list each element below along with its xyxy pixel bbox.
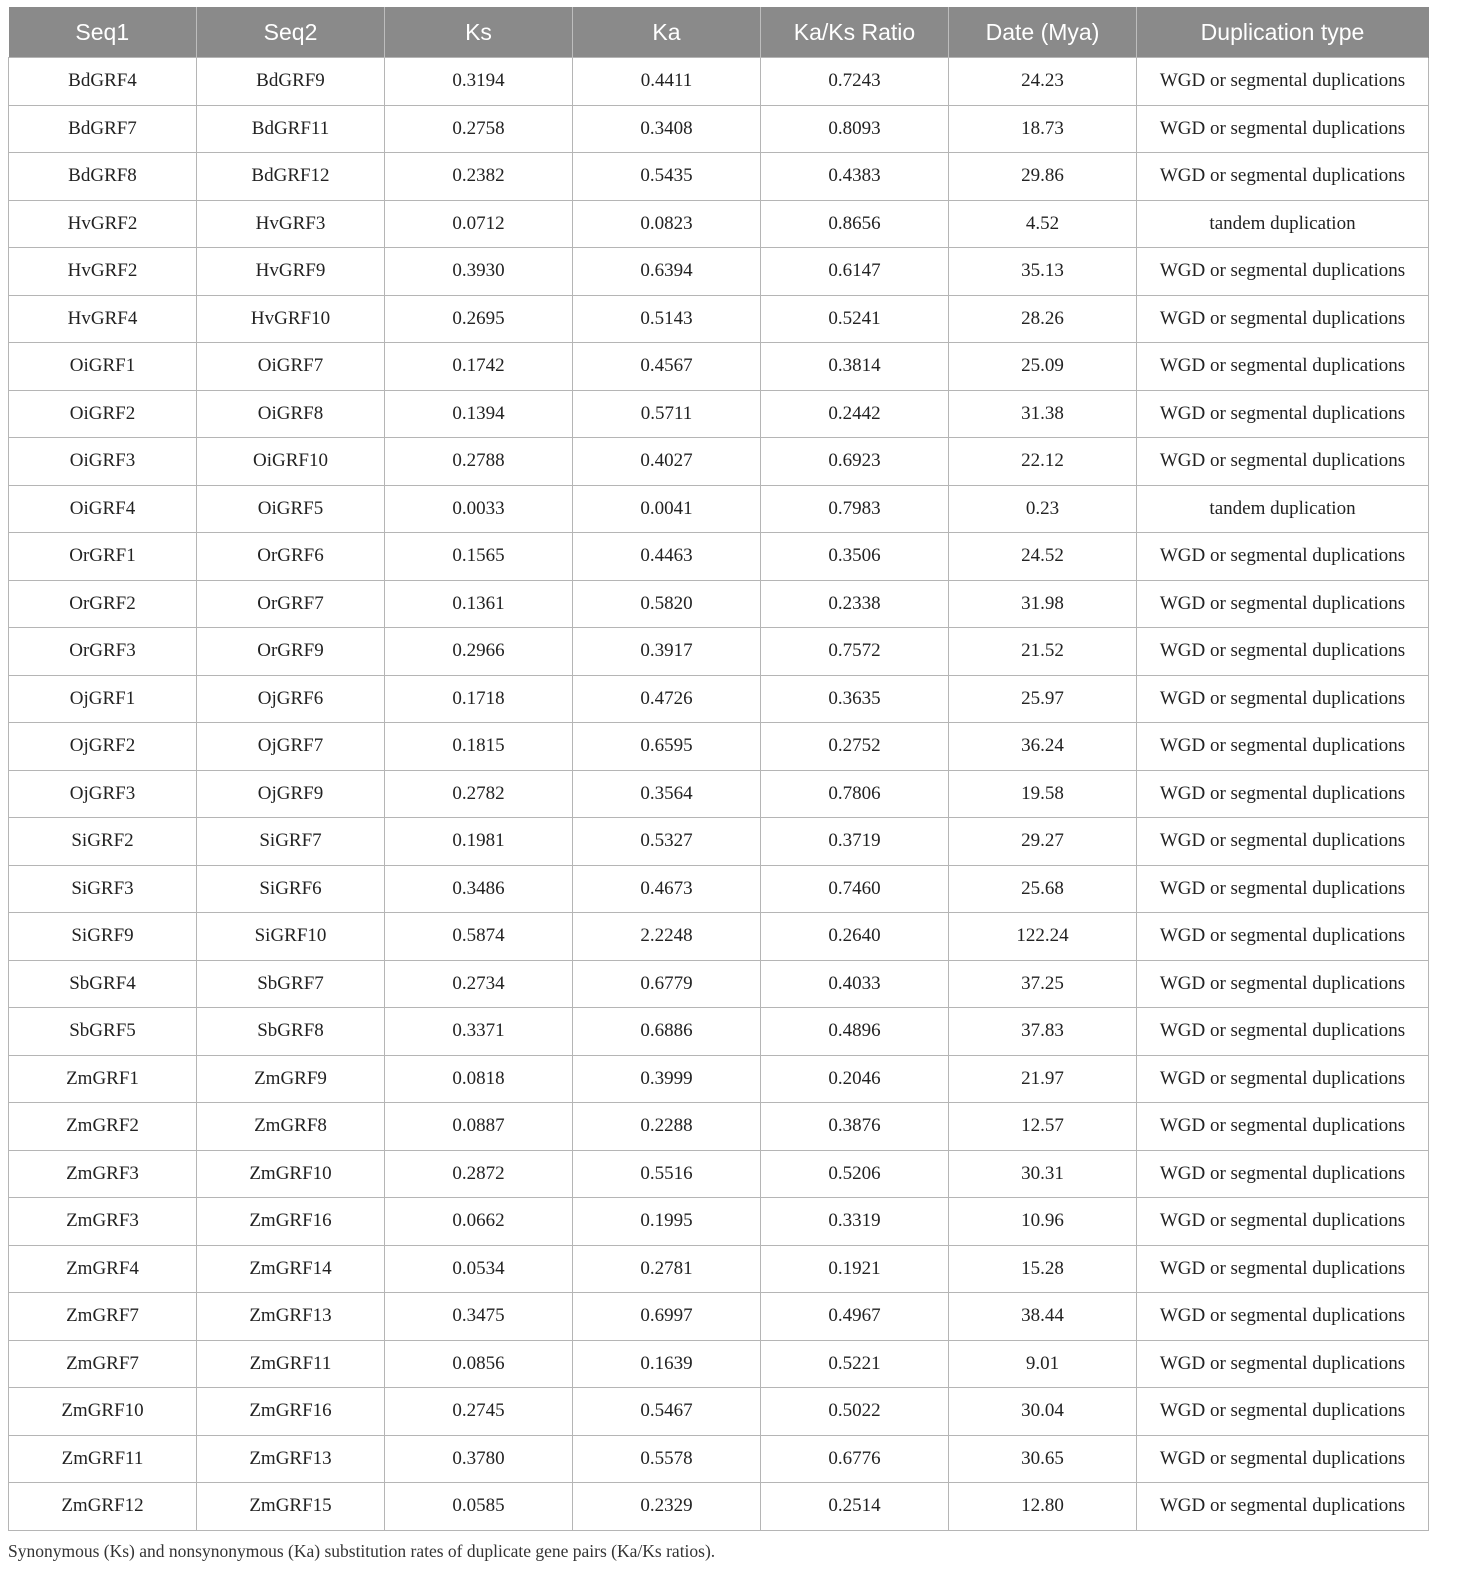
table-cell: 12.57 [949, 1103, 1137, 1151]
column-header: Seq2 [197, 7, 385, 58]
table-cell: 0.5206 [761, 1150, 949, 1198]
table-cell: 0.5022 [761, 1388, 949, 1436]
table-cell: HvGRF2 [9, 248, 197, 296]
table-row [9, 1008, 1429, 1056]
table-cell: BdGRF4 [9, 58, 197, 106]
table-cell: 0.4673 [573, 865, 761, 913]
table-cell: 19.58 [949, 770, 1137, 818]
table-cell: SiGRF6 [197, 865, 385, 913]
table-cell: 0.7806 [761, 770, 949, 818]
table-row [9, 675, 1429, 723]
table-cell: 18.73 [949, 105, 1137, 153]
table-cell: 10.96 [949, 1198, 1137, 1246]
table-cell: 0.1742 [385, 343, 573, 391]
table-cell: 0.2781 [573, 1245, 761, 1293]
table-cell: 0.3876 [761, 1103, 949, 1151]
table-cell: OjGRF1 [9, 675, 197, 723]
table-cell: HvGRF10 [197, 295, 385, 343]
table-row [9, 105, 1429, 153]
table-cell: 9.01 [949, 1340, 1137, 1388]
table-cell: WGD or segmental duplications [1137, 1150, 1429, 1198]
table-cell: SiGRF9 [9, 913, 197, 961]
table-row [9, 1150, 1429, 1198]
table-cell: WGD or segmental duplications [1137, 1388, 1429, 1436]
table-cell: WGD or segmental duplications [1137, 1245, 1429, 1293]
table-cell: 0.4567 [573, 343, 761, 391]
table-cell: OjGRF3 [9, 770, 197, 818]
duplication-table [8, 7, 1429, 1531]
table-cell: 0.6595 [573, 723, 761, 771]
table-row [9, 580, 1429, 628]
table-cell: SbGRF5 [9, 1008, 197, 1056]
table-cell: 0.2734 [385, 960, 573, 1008]
table-cell: WGD or segmental duplications [1137, 1340, 1429, 1388]
table-cell: 0.3719 [761, 818, 949, 866]
table-cell: ZmGRF11 [9, 1435, 197, 1483]
table-cell: 24.23 [949, 58, 1137, 106]
table-row [9, 438, 1429, 486]
table-cell: 15.28 [949, 1245, 1137, 1293]
table-cell: 0.2640 [761, 913, 949, 961]
table-cell: 0.8656 [761, 200, 949, 248]
table-row [9, 913, 1429, 961]
table-cell: 0.5711 [573, 390, 761, 438]
table-cell: 0.7983 [761, 485, 949, 533]
table-cell: 0.6147 [761, 248, 949, 296]
table-row [9, 1435, 1429, 1483]
table-cell: 0.2758 [385, 105, 573, 153]
table-cell: 31.98 [949, 580, 1137, 628]
table-cell: WGD or segmental duplications [1137, 105, 1429, 153]
table-cell: 0.7572 [761, 628, 949, 676]
table-cell: SbGRF8 [197, 1008, 385, 1056]
table-cell: OrGRF7 [197, 580, 385, 628]
table-cell: HvGRF4 [9, 295, 197, 343]
table-row [9, 58, 1429, 106]
table-cell: SiGRF10 [197, 913, 385, 961]
table-cell: 0.1921 [761, 1245, 949, 1293]
table-cell: WGD or segmental duplications [1137, 580, 1429, 628]
table-cell: ZmGRF13 [197, 1435, 385, 1483]
column-header: Seq1 [9, 7, 197, 58]
table-cell: ZmGRF2 [9, 1103, 197, 1151]
table-cell: SiGRF3 [9, 865, 197, 913]
table-cell: 0.8093 [761, 105, 949, 153]
table-cell: 25.09 [949, 343, 1137, 391]
column-header: Ka [573, 7, 761, 58]
table-cell: 0.2695 [385, 295, 573, 343]
table-cell: WGD or segmental duplications [1137, 248, 1429, 296]
table-cell: SbGRF4 [9, 960, 197, 1008]
table-cell: ZmGRF16 [197, 1388, 385, 1436]
table-cell: 35.13 [949, 248, 1137, 296]
table-cell: OiGRF5 [197, 485, 385, 533]
table-cell: 2.2248 [573, 913, 761, 961]
table-cell: 0.6886 [573, 1008, 761, 1056]
table-cell: WGD or segmental duplications [1137, 153, 1429, 201]
table-cell: OiGRF7 [197, 343, 385, 391]
table-cell: 0.2338 [761, 580, 949, 628]
table-cell: 0.3408 [573, 105, 761, 153]
table-cell: 0.3194 [385, 58, 573, 106]
table-cell: 37.83 [949, 1008, 1137, 1056]
table-cell: 0.3486 [385, 865, 573, 913]
table-cell: 0.4896 [761, 1008, 949, 1056]
table-cell: OrGRF3 [9, 628, 197, 676]
table-row [9, 153, 1429, 201]
table-cell: 0.1639 [573, 1340, 761, 1388]
table-cell: ZmGRF7 [9, 1293, 197, 1341]
table-row [9, 628, 1429, 676]
table-cell: 0.2872 [385, 1150, 573, 1198]
table-cell: 0.3319 [761, 1198, 949, 1246]
table-cell: 38.44 [949, 1293, 1137, 1341]
table-cell: 25.68 [949, 865, 1137, 913]
table-cell: 0.3371 [385, 1008, 573, 1056]
table-cell: 0.4027 [573, 438, 761, 486]
table-cell: OiGRF8 [197, 390, 385, 438]
table-cell: OiGRF1 [9, 343, 197, 391]
table-cell: 28.26 [949, 295, 1137, 343]
table-row [9, 1103, 1429, 1151]
table-row [9, 533, 1429, 581]
header-row [9, 7, 1429, 58]
table-cell: 0.1815 [385, 723, 573, 771]
table-cell: WGD or segmental duplications [1137, 58, 1429, 106]
table-cell: BdGRF7 [9, 105, 197, 153]
table-cell: 0.6997 [573, 1293, 761, 1341]
table-cell: WGD or segmental duplications [1137, 295, 1429, 343]
table-cell: SbGRF7 [197, 960, 385, 1008]
table-cell: OiGRF3 [9, 438, 197, 486]
table-cell: 0.2046 [761, 1055, 949, 1103]
table-cell: ZmGRF13 [197, 1293, 385, 1341]
table-cell: ZmGRF3 [9, 1150, 197, 1198]
table-cell: 29.27 [949, 818, 1137, 866]
table-cell: tandem duplication [1137, 200, 1429, 248]
table-row [9, 960, 1429, 1008]
table-cell: 30.04 [949, 1388, 1137, 1436]
table-cell: 0.6923 [761, 438, 949, 486]
table-row [9, 1198, 1429, 1246]
table-cell: OiGRF4 [9, 485, 197, 533]
table-cell: ZmGRF11 [197, 1340, 385, 1388]
table-row [9, 390, 1429, 438]
table-cell: OjGRF9 [197, 770, 385, 818]
table-cell: 25.97 [949, 675, 1137, 723]
table-cell: 0.3506 [761, 533, 949, 581]
table-cell: SiGRF7 [197, 818, 385, 866]
table-cell: 0.2442 [761, 390, 949, 438]
table-cell: WGD or segmental duplications [1137, 343, 1429, 391]
table-cell: HvGRF2 [9, 200, 197, 248]
table-cell: WGD or segmental duplications [1137, 770, 1429, 818]
table-cell: 24.52 [949, 533, 1137, 581]
table-cell: 0.0818 [385, 1055, 573, 1103]
table-row [9, 343, 1429, 391]
table-cell: ZmGRF10 [9, 1388, 197, 1436]
table-cell: WGD or segmental duplications [1137, 438, 1429, 486]
table-cell: 30.65 [949, 1435, 1137, 1483]
table-cell: 0.1361 [385, 580, 573, 628]
table-cell: ZmGRF16 [197, 1198, 385, 1246]
table-cell: ZmGRF7 [9, 1340, 197, 1388]
table-cell: WGD or segmental duplications [1137, 1103, 1429, 1151]
table-cell: 0.0041 [573, 485, 761, 533]
table-cell: 0.4033 [761, 960, 949, 1008]
table-cell: OiGRF10 [197, 438, 385, 486]
column-header: Date (Mya) [949, 7, 1137, 58]
table-cell: 0.5820 [573, 580, 761, 628]
table-cell: 12.80 [949, 1483, 1137, 1531]
table-cell: 0.7460 [761, 865, 949, 913]
table-cell: 29.86 [949, 153, 1137, 201]
table-cell: BdGRF9 [197, 58, 385, 106]
table-cell: WGD or segmental duplications [1137, 390, 1429, 438]
table-cell: WGD or segmental duplications [1137, 1198, 1429, 1246]
table-cell: BdGRF11 [197, 105, 385, 153]
table-cell: 0.3930 [385, 248, 573, 296]
table-cell: 0.0662 [385, 1198, 573, 1246]
table-cell: OrGRF1 [9, 533, 197, 581]
table-cell: 0.2382 [385, 153, 573, 201]
table-cell: WGD or segmental duplications [1137, 818, 1429, 866]
table-row [9, 248, 1429, 296]
table-cell: WGD or segmental duplications [1137, 1483, 1429, 1531]
table-cell: 0.23 [949, 485, 1137, 533]
table-cell: 0.2782 [385, 770, 573, 818]
table-cell: 0.5467 [573, 1388, 761, 1436]
table-cell: WGD or segmental duplications [1137, 1435, 1429, 1483]
table-row [9, 1293, 1429, 1341]
table-cell: WGD or segmental duplications [1137, 1008, 1429, 1056]
table-cell: 0.6394 [573, 248, 761, 296]
table-cell: HvGRF9 [197, 248, 385, 296]
table-cell: ZmGRF8 [197, 1103, 385, 1151]
table-cell: WGD or segmental duplications [1137, 960, 1429, 1008]
table-cell: ZmGRF10 [197, 1150, 385, 1198]
table-cell: 122.24 [949, 913, 1137, 961]
duplication-table-container [8, 7, 1428, 1531]
table-row [9, 1483, 1429, 1531]
table-cell: 0.0887 [385, 1103, 573, 1151]
table-row [9, 1340, 1429, 1388]
table-cell: 0.0823 [573, 200, 761, 248]
table-cell: ZmGRF9 [197, 1055, 385, 1103]
column-header: Ka/Ks Ratio [761, 7, 949, 58]
table-cell: 0.2966 [385, 628, 573, 676]
table-row [9, 1055, 1429, 1103]
table-cell: 0.2752 [761, 723, 949, 771]
table-cell: SiGRF2 [9, 818, 197, 866]
table-row [9, 295, 1429, 343]
table-cell: tandem duplication [1137, 485, 1429, 533]
table-cell: 0.5435 [573, 153, 761, 201]
table-cell: OjGRF6 [197, 675, 385, 723]
table-cell: WGD or segmental duplications [1137, 1055, 1429, 1103]
table-cell: BdGRF8 [9, 153, 197, 201]
table-cell: ZmGRF4 [9, 1245, 197, 1293]
table-cell: WGD or segmental duplications [1137, 723, 1429, 771]
table-header [9, 7, 1429, 58]
table-cell: 0.4967 [761, 1293, 949, 1341]
table-cell: 0.1995 [573, 1198, 761, 1246]
table-cell: 0.0585 [385, 1483, 573, 1531]
table-cell: 0.5241 [761, 295, 949, 343]
table-cell: 0.4463 [573, 533, 761, 581]
table-cell: ZmGRF15 [197, 1483, 385, 1531]
table-cell: 0.4411 [573, 58, 761, 106]
table-cell: 21.97 [949, 1055, 1137, 1103]
table-cell: ZmGRF3 [9, 1198, 197, 1246]
table-cell: 0.5874 [385, 913, 573, 961]
table-cell: 4.52 [949, 200, 1137, 248]
table-cell: WGD or segmental duplications [1137, 1293, 1429, 1341]
table-cell: HvGRF3 [197, 200, 385, 248]
table-row [9, 200, 1429, 248]
table-cell: 0.2745 [385, 1388, 573, 1436]
table-cell: 22.12 [949, 438, 1137, 486]
table-row [9, 818, 1429, 866]
table-cell: 0.2288 [573, 1103, 761, 1151]
table-cell: 0.5578 [573, 1435, 761, 1483]
table-cell: OrGRF2 [9, 580, 197, 628]
table-body [9, 58, 1429, 1531]
table-cell: 0.3780 [385, 1435, 573, 1483]
table-row [9, 865, 1429, 913]
table-cell: OrGRF6 [197, 533, 385, 581]
table-cell: 0.2788 [385, 438, 573, 486]
table-cell: 21.52 [949, 628, 1137, 676]
table-cell: 0.1981 [385, 818, 573, 866]
table-row [9, 485, 1429, 533]
table-cell: 0.1565 [385, 533, 573, 581]
table-cell: OrGRF9 [197, 628, 385, 676]
table-cell: 0.5516 [573, 1150, 761, 1198]
table-cell: ZmGRF14 [197, 1245, 385, 1293]
table-cell: 0.0856 [385, 1340, 573, 1388]
table-cell: BdGRF12 [197, 153, 385, 201]
table-cell: ZmGRF1 [9, 1055, 197, 1103]
table-cell: 0.6776 [761, 1435, 949, 1483]
table-cell: 0.7243 [761, 58, 949, 106]
table-cell: ZmGRF12 [9, 1483, 197, 1531]
table-cell: WGD or segmental duplications [1137, 913, 1429, 961]
table-cell: WGD or segmental duplications [1137, 865, 1429, 913]
table-cell: 0.3564 [573, 770, 761, 818]
table-caption: Synonymous (Ks) and nonsynonymous (Ka) substitution rates of duplicate gene pairs (Ka/Ks ratios). [8, 1541, 716, 1561]
table-cell: 0.6779 [573, 960, 761, 1008]
table-row [9, 1388, 1429, 1436]
table-cell: WGD or segmental duplications [1137, 628, 1429, 676]
table-cell: WGD or segmental duplications [1137, 675, 1429, 723]
table-cell: 0.2329 [573, 1483, 761, 1531]
table-cell: 0.5327 [573, 818, 761, 866]
table-row [9, 723, 1429, 771]
table-cell: 36.24 [949, 723, 1137, 771]
table-cell: 0.0534 [385, 1245, 573, 1293]
table-cell: 0.4383 [761, 153, 949, 201]
table-cell: 0.4726 [573, 675, 761, 723]
table-cell: 0.5221 [761, 1340, 949, 1388]
table-cell: 0.3635 [761, 675, 949, 723]
table-cell: WGD or segmental duplications [1137, 533, 1429, 581]
table-cell: 0.3917 [573, 628, 761, 676]
table-cell: 0.2514 [761, 1483, 949, 1531]
table-cell: OiGRF2 [9, 390, 197, 438]
table-cell: 0.3814 [761, 343, 949, 391]
table-cell: 0.0033 [385, 485, 573, 533]
table-cell: 37.25 [949, 960, 1137, 1008]
table-cell: 30.31 [949, 1150, 1137, 1198]
table-cell: OjGRF2 [9, 723, 197, 771]
table-row [9, 770, 1429, 818]
table-cell: 0.0712 [385, 200, 573, 248]
table-cell: OjGRF7 [197, 723, 385, 771]
table-cell: 0.3999 [573, 1055, 761, 1103]
column-header: Duplication type [1137, 7, 1429, 58]
table-cell: 0.5143 [573, 295, 761, 343]
table-cell: 0.1718 [385, 675, 573, 723]
column-header: Ks [385, 7, 573, 58]
table-cell: 31.38 [949, 390, 1137, 438]
table-cell: 0.1394 [385, 390, 573, 438]
table-row [9, 1245, 1429, 1293]
table-cell: 0.3475 [385, 1293, 573, 1341]
